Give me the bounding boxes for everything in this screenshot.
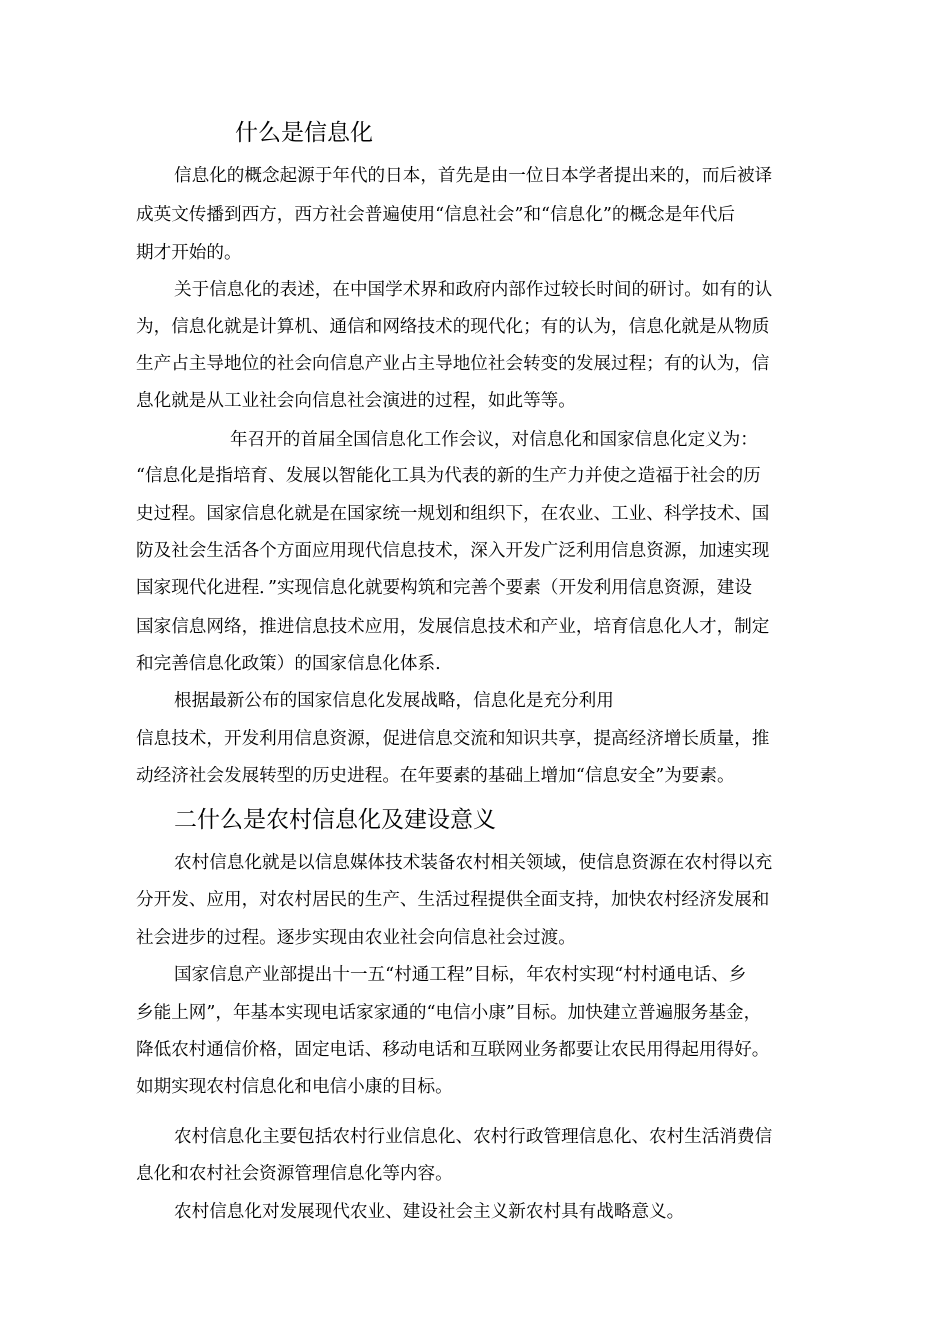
text-line: 关于信息化的表述，在中国学术界和政府内部作过较长时间的研讨。如有的认: [174, 280, 773, 300]
text-line: 社会进步的过程。逐步实现由农业社会向信息社会过渡。: [136, 928, 576, 948]
text-line: 期才开始的。: [136, 243, 242, 263]
text-line: 息化和农村社会资源管理信息化等内容。: [136, 1164, 453, 1184]
text-line: 农村信息化主要包括农村行业信息化、农村行政管理信息化、农村生活消费信: [174, 1127, 773, 1147]
text-line: 国家信息产业部提出十一五“村通工程”目标，年农村实现“村村通电话、乡: [174, 965, 747, 985]
text-line: 息化就是从工业社会向信息社会演进的过程，如此等等。: [136, 391, 576, 411]
text-line: 降低农村通信价格，固定电话、移动电话和互联网业务都要让农民用得起用得好。: [136, 1040, 770, 1060]
text-line: 根据最新公布的国家信息化发展战略，信息化是充分利用: [174, 691, 614, 711]
heading-rural-informatization: 二什么是农村信息化及建设意义: [174, 807, 496, 833]
text-line: “信息化是指培育、发展以智能化工具为代表的新的生产力并使之造福于社会的历: [136, 466, 761, 486]
text-line: 防及社会生活各个方面应用现代信息技术，深入开发广泛利用信息资源，加速实现: [136, 541, 770, 561]
text-line: 乡能上网”，年基本实现电话家家通的“电信小康”目标。加快建立普遍服务基金，: [136, 1003, 762, 1023]
text-line: 农村信息化对发展现代农业、建设社会主义新农村具有战略意义。: [174, 1202, 685, 1222]
text-line: 生产占主导地位的社会向信息产业占主导地位社会转变的发展过程；有的认为，信: [136, 354, 770, 374]
text-line: 农村信息化就是以信息媒体技术装备农村相关领域，使信息资源在农村得以充: [174, 853, 773, 873]
text-line: 分开发、应用，对农村居民的生产、生活过程提供全面支持，加快农村经济发展和: [136, 890, 770, 910]
text-line: 信息技术，开发利用信息资源，促进信息交流和知识共享，提高经济增长质量，推: [136, 729, 770, 749]
text-line: 史过程。国家信息化就是在国家统一规划和组织下，在农业、工业、科学技术、国: [136, 504, 770, 524]
text-line: 为，信息化就是计算机、通信和网络技术的现代化；有的认为，信息化就是从物质: [136, 317, 770, 337]
text-line: 和完善信息化政策）的国家信息化体系.: [136, 654, 441, 674]
text-line: 国家现代化进程．”实现信息化就要构筑和完善个要素（开发利用信息资源，建设: [136, 578, 752, 598]
heading-what-is-informatization: 什么是信息化: [235, 120, 373, 146]
text-line: 成英文传播到西方，西方社会普遍使用“信息社会”和“信息化”的概念是年代后: [136, 205, 735, 225]
text-line: 信息化的概念起源于年代的日本，首先是由一位日本学者提出来的，而后被译: [174, 166, 773, 186]
text-line: 动经济社会发展转型的历史进程。在年要素的基础上增加“信息安全”为要素。: [136, 766, 735, 786]
text-line: 如期实现农村信息化和电信小康的目标。: [136, 1077, 453, 1097]
text-line: 国家信息网络，推进信息技术应用，发展信息技术和产业，培育信息化人才，制定: [136, 617, 770, 637]
text-line: 年召开的首届全国信息化工作会议，对信息化和国家信息化定义为：: [230, 430, 758, 450]
